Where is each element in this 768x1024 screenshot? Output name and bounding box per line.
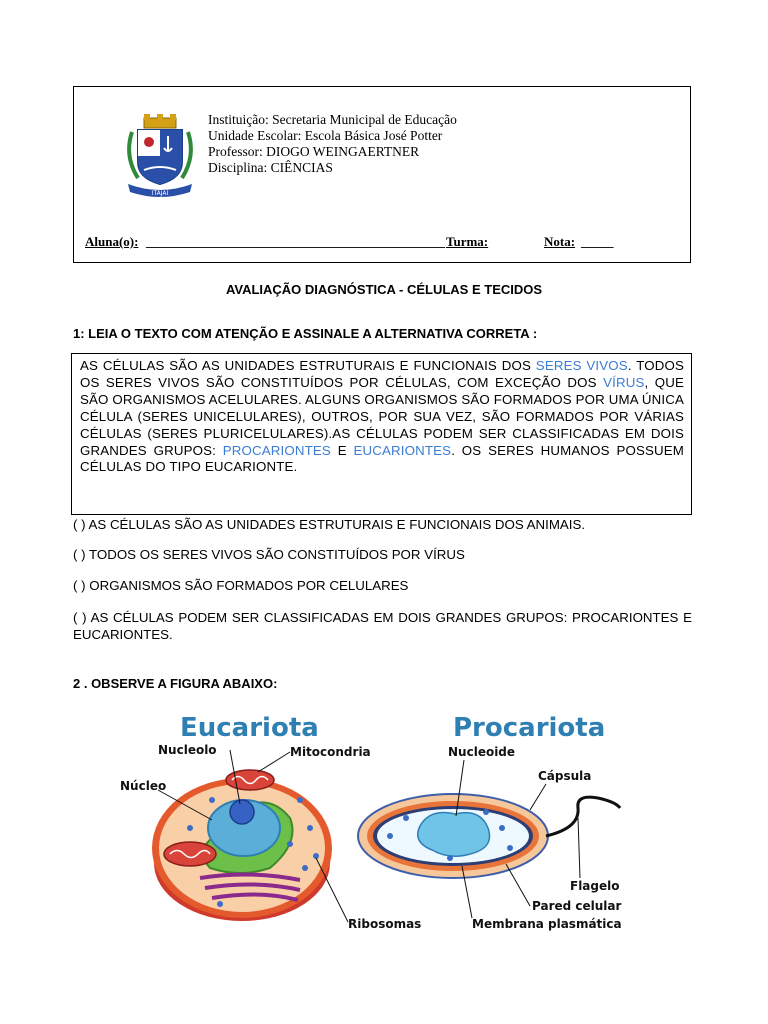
passage-segment: . OS SERES HUMANOS POSSUEM CÉLULAS DO TIPO EUCARIONTE. — [80, 442, 684, 475]
label-mitocondria: Mitocondria — [290, 745, 371, 759]
crest-text: ITAJAÍ — [151, 190, 169, 197]
label-nucleolo: Nucleolo — [158, 743, 217, 757]
keyword-procariontes: PROCARIONTES — [222, 442, 331, 458]
label-pared-celular: Pared celular — [532, 899, 622, 913]
page-title: AVALIAÇÃO DIAGNÓSTICA - CÉLULAS E TECIDOS — [225, 282, 543, 297]
question-1-prompt: 1: LEIA O TEXTO COM ATENÇÃO E ASSINALE A ALTERNATIVA CORRETA : — [73, 326, 538, 341]
keyword-seres-vivos: SERES VIVOS — [535, 358, 628, 373]
keyword-virus: VÍRUS — [603, 374, 645, 390]
option-3[interactable]: ( ) ORGANISMOS SÃO FORMADOS POR CELULARES — [73, 578, 409, 593]
cell-figure — [120, 708, 622, 948]
passage-segment: AS CÉLULAS SÃO AS UNIDADES ESTRUTURAIS E FUNCIONAIS DOS — [80, 358, 536, 373]
eukaryote-cell — [152, 770, 332, 921]
teacher-line: Professor: DIOGO WEINGAERTNER — [208, 144, 420, 159]
student-name-field[interactable]: ______________________________________________ — [146, 234, 445, 249]
keyword-eucariontes: EUCARIONTES — [353, 442, 452, 458]
label-flagelo: Flagelo — [570, 879, 620, 893]
passage-segment: , QUE SÃO ORGANISMOS ACELULARES. ALGUNS ORGANISMOS SÃO FORMADOS POR UMA ÚNICA CÉLULA (SERES UNICELULARES), OUTROS, POR SUA VEZ, SÃO FORMADOS POR VÁRIAS CÉLULAS (SERES PLURICELULARES).AS CÉLULAS PODEM SER CLASSIFICADAS EM DOIS GRANDES GRUPOS: — [80, 374, 685, 458]
prokaryote-cell — [358, 794, 620, 878]
passage-segment: E — [330, 442, 354, 458]
option-1[interactable]: ( ) AS CÉLULAS SÃO AS UNIDADES ESTRUTURAIS E FUNCIONAIS DOS ANIMAIS. — [73, 517, 586, 532]
class-label: Turma: — [446, 234, 489, 249]
eukaryote-title: Eucariota — [180, 713, 319, 743]
school-line: Unidade Escolar: Escola Básica José Potter — [208, 128, 443, 143]
grade-field[interactable]: _____ — [581, 234, 614, 249]
label-nucleo: Núcleo — [120, 779, 167, 793]
student-label: Aluna(o): — [85, 234, 139, 249]
city-crest-icon — [120, 112, 200, 200]
option-4[interactable]: ( ) AS CÉLULAS PODEM SER CLASSIFICADAS EM DOIS GRANDES GRUPOS: PROCARIONTES E EUCARIONTES. — [73, 610, 692, 642]
label-capsula: Cápsula — [538, 769, 592, 783]
label-ribosomas: Ribosomas — [348, 917, 422, 931]
subject-line: Disciplina: CIÊNCIAS — [208, 160, 333, 175]
option-2[interactable]: ( ) TODOS OS SERES VIVOS SÃO CONSTITUÍDOS POR VÍRUS — [73, 547, 465, 562]
prokaryote-title: Procariota — [453, 713, 606, 743]
passage-text — [80, 358, 684, 476]
label-nucleoide: Nucleoide — [448, 745, 516, 759]
institution-line: Instituição: Secretaria Municipal de Educação — [208, 112, 457, 127]
passage-segment: . TODOS OS SERES VIVOS SÃO CONSTITUÍDOS POR CÉLULAS, COM EXCEÇÃO DOS — [80, 358, 684, 390]
label-membrana-plasmatica: Membrana plasmática — [472, 917, 622, 931]
question-2-prompt: 2 . OBSERVE A FIGURA ABAIXO: — [73, 676, 278, 691]
grade-label: Nota: — [544, 234, 576, 249]
